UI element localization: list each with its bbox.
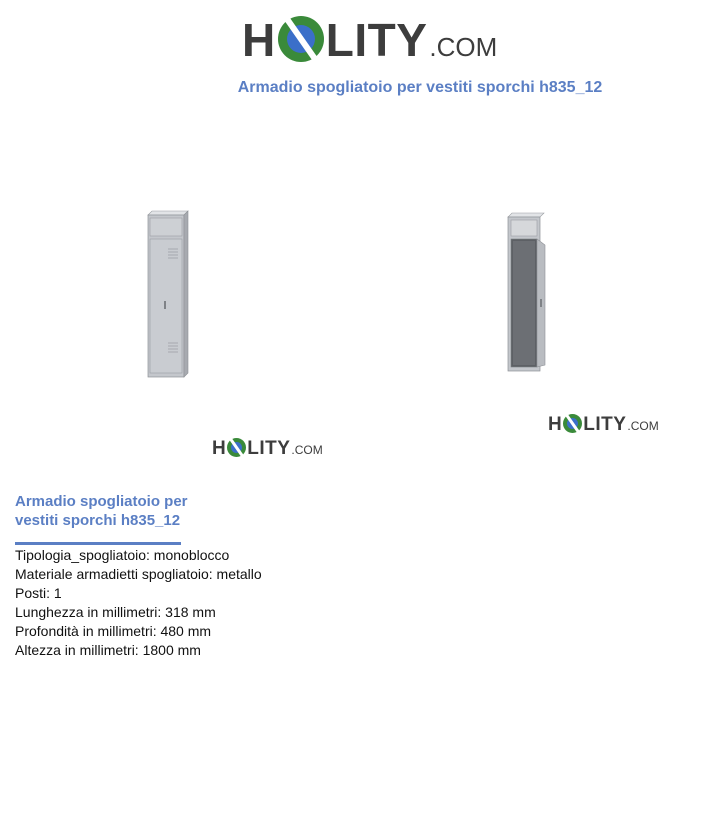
logo-tld: .COM bbox=[291, 443, 323, 457]
logo-text-start: H bbox=[212, 438, 227, 459]
image-watermark-logo bbox=[212, 435, 323, 462]
product-title: Armadio spogliatoio per vestiti sporchi h835_12 bbox=[15, 493, 188, 529]
title-divider bbox=[15, 542, 181, 545]
spec-item: Materiale armadietti spogliatoio: metallo bbox=[15, 566, 262, 582]
spec-item: Lunghezza in millimetri: 318 mm bbox=[15, 604, 216, 620]
logo-tld: .COM bbox=[429, 32, 498, 62]
product-image-open[interactable] bbox=[500, 207, 560, 377]
site-logo[interactable] bbox=[242, 10, 497, 70]
page-title: Armadio spogliatoio per vestiti sporchi h835_12 bbox=[237, 79, 603, 96]
product-specs-list bbox=[15, 546, 262, 660]
logo-o-mark-icon bbox=[227, 438, 246, 457]
spec-item: Posti: 1 bbox=[15, 585, 62, 601]
logo-text-start: H bbox=[548, 414, 563, 435]
logo-o-mark-icon bbox=[563, 414, 582, 433]
logo-text-end: LITY bbox=[247, 438, 291, 459]
logo-tld: .COM bbox=[627, 419, 659, 433]
logo-text-end: LITY bbox=[583, 414, 627, 435]
product-image-closed[interactable] bbox=[140, 205, 200, 385]
logo-o-mark-icon bbox=[278, 16, 324, 62]
logo-text-end: LITY bbox=[325, 14, 428, 66]
logo-text-start: H bbox=[242, 14, 276, 66]
spec-item: Profondità in millimetri: 480 mm bbox=[15, 623, 212, 639]
spec-item: Altezza in millimetri: 1800 mm bbox=[15, 642, 201, 658]
spec-item: Tipologia_spogliatoio: monoblocco bbox=[15, 547, 230, 563]
image-watermark-logo bbox=[548, 411, 659, 438]
